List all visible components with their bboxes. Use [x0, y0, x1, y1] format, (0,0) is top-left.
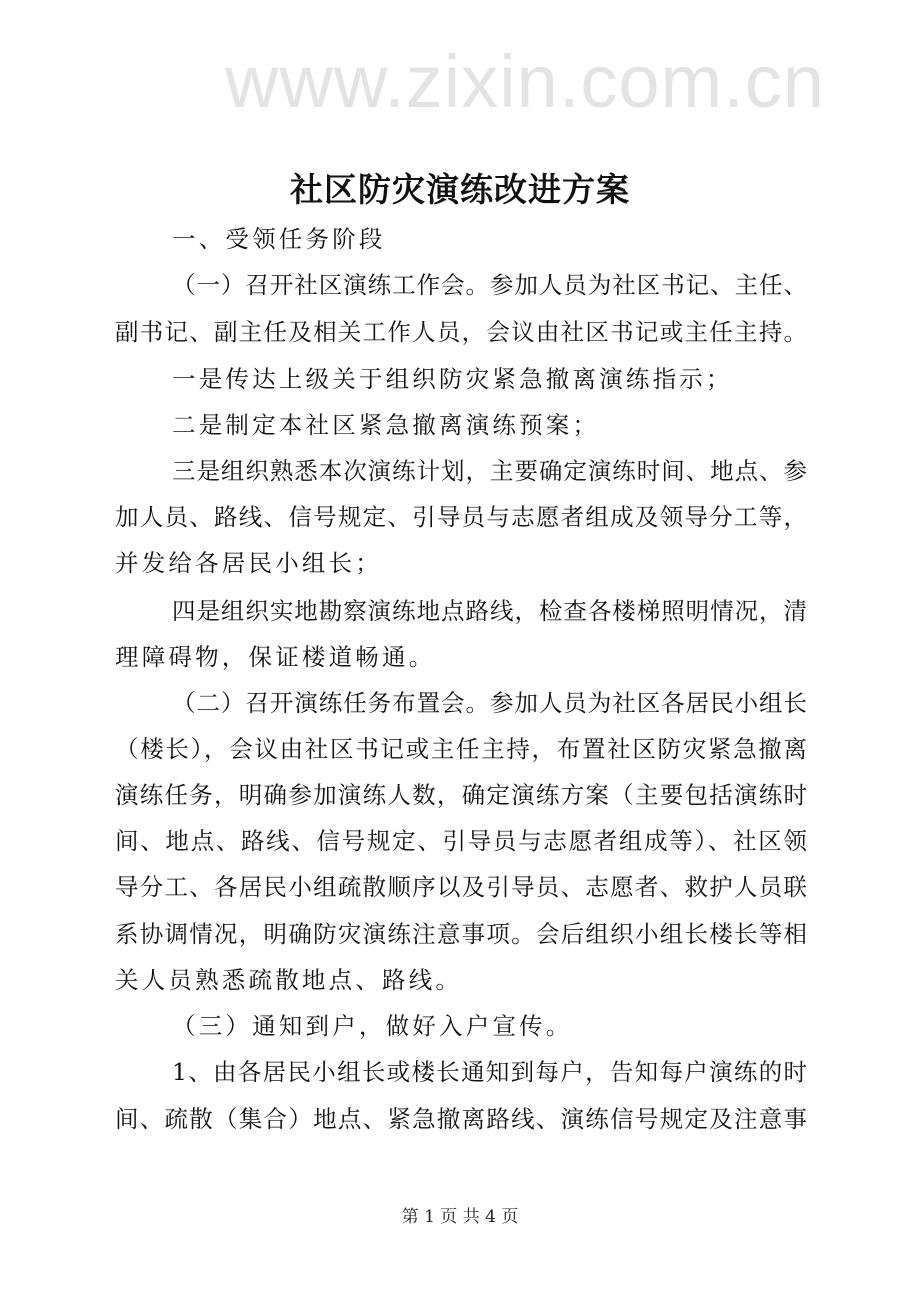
page-footer: 第 1 页 共 4 页: [401, 1207, 519, 1227]
paragraph-line: （一）召开社区演练工作会。参加人员为社区书记、主任、: [172, 271, 807, 299]
watermark: www.zixin.com.cn: [225, 40, 825, 123]
paragraph-line: 理障碍物，保证楼道畅通。: [115, 643, 436, 671]
paragraph-line: 一是传达上级关于组织防灾紧急撤离演练指示；: [172, 365, 733, 393]
document-title: 社区防灾演练改进方案: [290, 170, 630, 209]
paragraph-line: （二）召开演练任务布置会。参加人员为社区各居民小组长: [172, 689, 807, 717]
paragraph-line: 间、地点、路线、信号规定、引导员与志愿者组成等）、社区领: [115, 827, 807, 855]
paragraph-line: （三）通知到户，做好入户宣传。: [172, 1012, 573, 1040]
paragraph-line: 系协调情况，明确防灾演练注意事项。会后组织小组长楼长等相: [115, 920, 807, 948]
paragraph-line: 一、受领任务阶段: [172, 225, 386, 253]
paragraph-line: 二是制定本社区紧急撤离演练预案；: [172, 411, 600, 439]
paragraph-line: 关人员熟悉疏散地点、路线。: [115, 966, 463, 994]
paragraph-line: （楼长），会议由社区书记或主任主持，布置社区防灾紧急撤离: [115, 735, 807, 763]
paragraph-line: 间、疏散（集合）地点、紧急撤离路线、演练信号规定及注意事: [115, 1105, 807, 1133]
paragraph-line: 导分工、各居民小组疏散顺序以及引导员、志愿者、救护人员联: [115, 873, 807, 901]
paragraph-line: 1、由各居民小组长或楼长通知到每户，告知每户演练的时: [172, 1058, 807, 1086]
paragraph-line: 加人员、路线、信号规定、引导员与志愿者组成及领导分工等，: [115, 503, 807, 531]
paragraph-line: 演练任务，明确参加演练人数，确定演练方案（主要包括演练时: [115, 781, 807, 809]
paragraph-line: 三是组织熟悉本次演练计划，主要确定演练时间、地点、参: [172, 457, 807, 485]
paragraph-line: 并发给各居民小组长；: [115, 549, 382, 577]
paragraph-line: 四是组织实地勘察演练地点路线，检查各楼梯照明情况，清: [172, 597, 807, 625]
paragraph-line: 副书记、副主任及相关工作人员，会议由社区书记或主任主持。: [115, 318, 807, 346]
